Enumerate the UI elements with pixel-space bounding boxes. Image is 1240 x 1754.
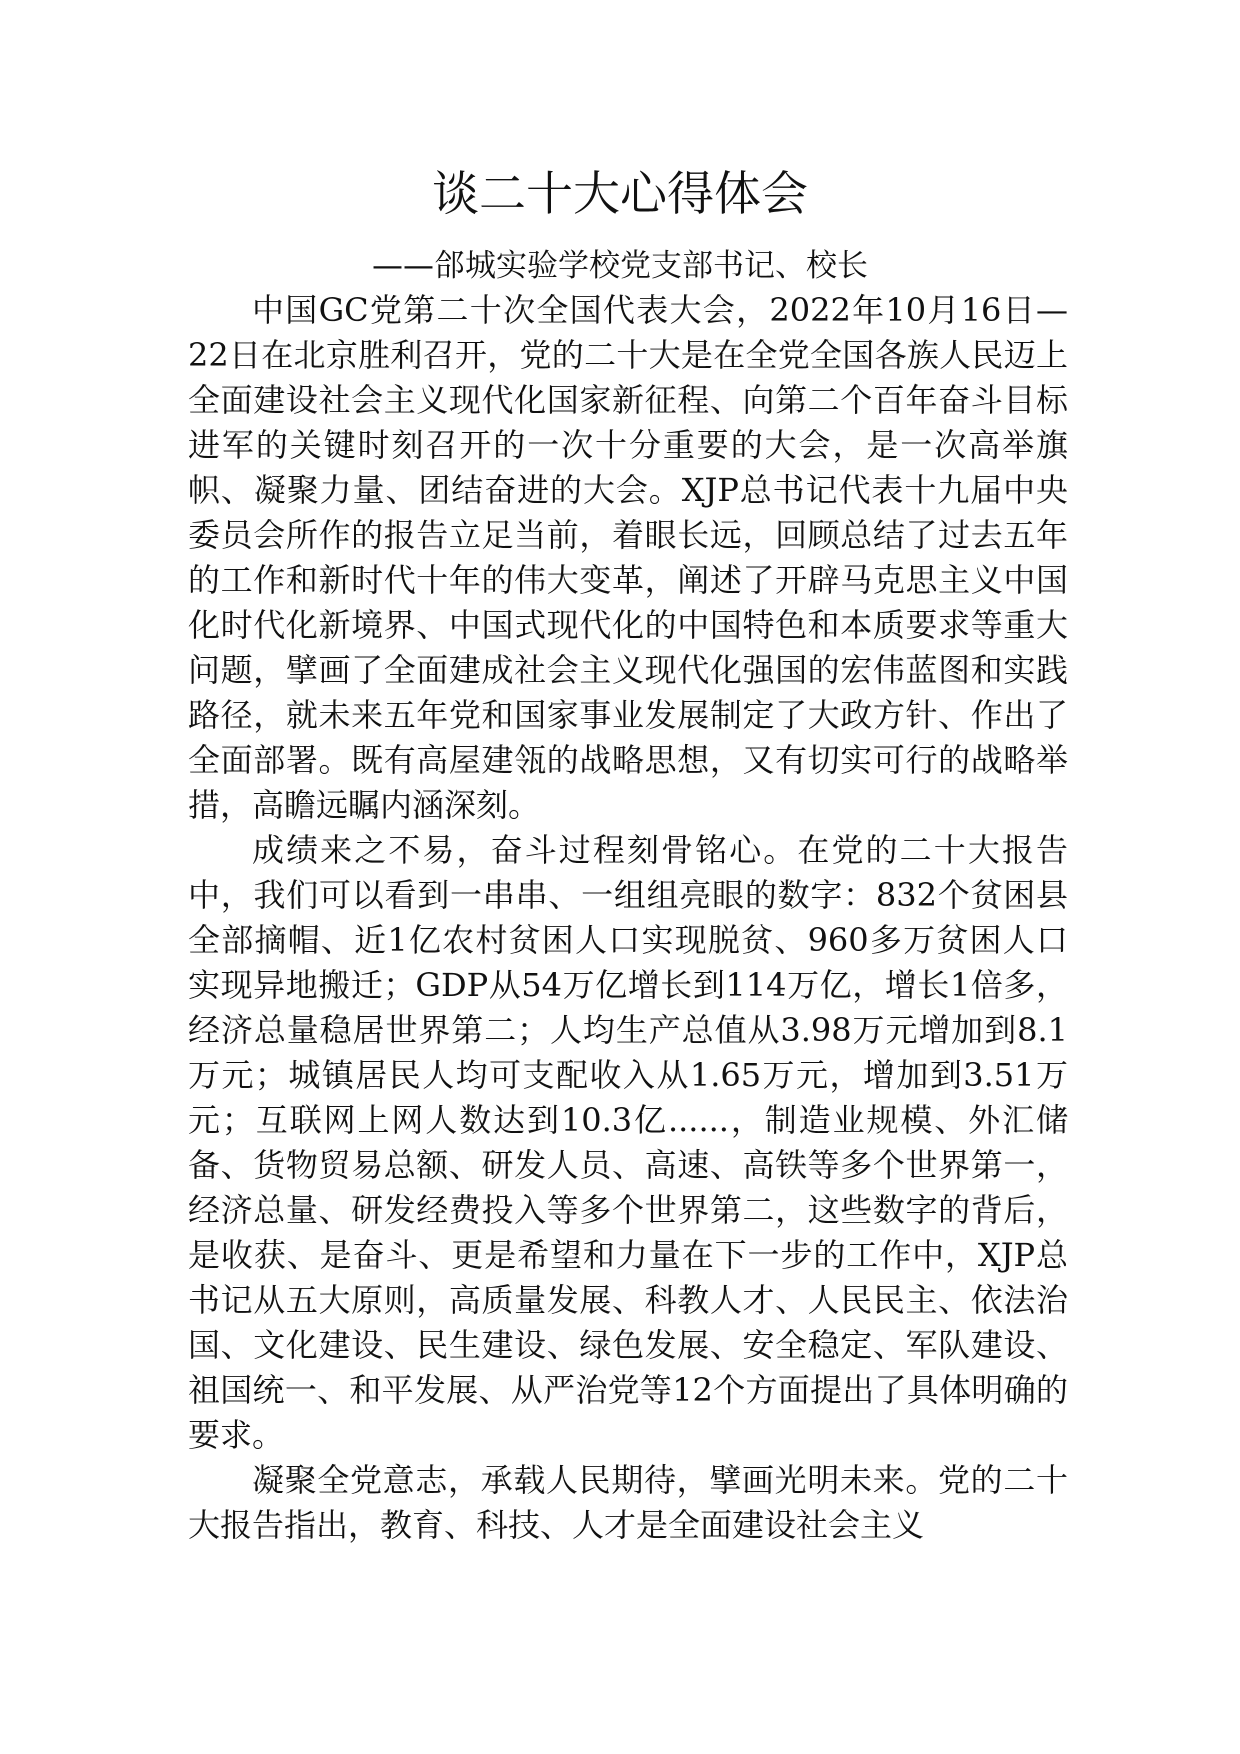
document-title: 谈二十大心得体会	[432, 167, 808, 222]
paragraph: 成绩来之不易，奋斗过程刻骨铭心。在党的二十大报告中，我们可以看到一串串、一组组亮眼的数字：832个贫困县全部摘帽、近1亿农村贫困人口实现脱贫、960多万贫困人口实现异地搬迁；GDP从54万亿增长到114万亿，增长1倍多，经济总量稳居世界第二；人均生产总值从3.98万元增加到8.1万元；城镇居民人均可支配收入从1.65万元，增加到3.51万元；互联网上网人数达到10.3亿......，制造业规模、外汇储备、货物贸易总额、研发人员、高速、高铁等多个世界第一，经济总量、研发经费投入等多个世界第二，这些数字的背后，是收获、是奋斗、更是希望和力量在下一步的工作中，XJP总书记从五大原则，高质量发展、科教人才、人民民主、依法治国、文化建设、民生建设、绿色发展、安全稳定、军队建设、祖国统一、和平发展、从严治党等12个方面提出了具体明确的要求。	[188, 831, 1068, 1454]
paragraph: 中国GC党第二十次全国代表大会，2022年10月16日—22日在北京胜利召开，党的二十大是在全党全国各族人民迈上全面建设社会主义现代化国家新征程、向第二个百年奋斗目标进军的关键时刻召开的一次十分重要的大会，是一次高举旗帜、凝聚力量、团结奋进的大会。XJP总书记代表十九届中央委员会所作的报告立足当前，着眼长远，回顾总结了过去五年的工作和新时代十年的伟大变革，阐述了开辟马克思主义中国化时代化新境界、中国式现代化的中国特色和本质要求等重大问题，擘画了全面建成社会主义现代化强国的宏伟蓝图和实践路径，就未来五年党和国家事业发展制定了大政方针、作出了全面部署。既有高屋建瓴的战略思想，又有切实可行的战略举措，高瞻远瞩内涵深刻。	[188, 291, 1068, 824]
document-body	[188, 288, 1068, 1548]
document-subtitle: ——郃城实验学校党支部书记、校长	[372, 248, 868, 284]
paragraph: 凝聚全党意志，承载人民期待，擘画光明未来。党的二十大报告指出，教育、科技、人才是全面建设社会主义	[188, 1461, 1068, 1544]
